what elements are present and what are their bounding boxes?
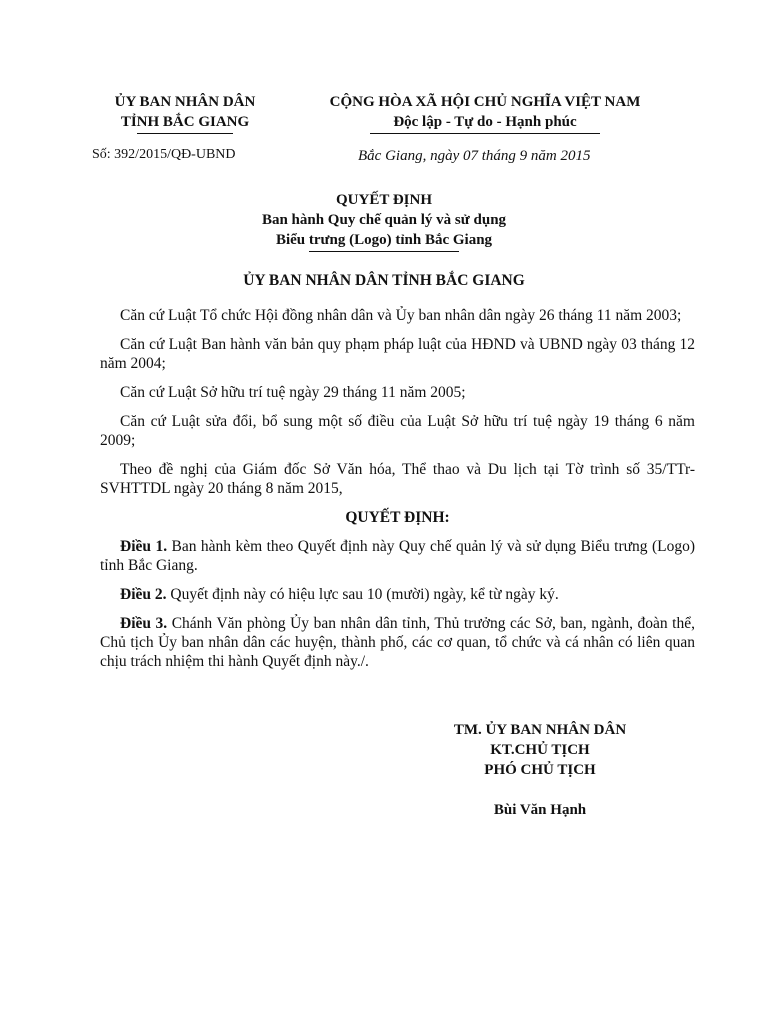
nation-line-2: Độc lập - Tự do - Hạnh phúc [393, 114, 577, 130]
org-line-2: TỈNH BẮC GIANG [120, 114, 250, 130]
title-kind: QUYẾT ĐỊNH [336, 192, 432, 208]
article-paragraph [100, 614, 695, 671]
basis-paragraph: Căn cứ Luật Tổ chức Hội đồng nhân dân và Ủy ban nhân dân ngày 26 tháng 11 năm 2003; [120, 307, 682, 324]
article-label: Điều 3. [120, 615, 168, 632]
signature-line-2: KT.CHỦ TỊCH [490, 742, 590, 758]
basis-paragraph: Theo đề nghị của Giám đốc Sở Văn hóa, Thể thao và Du lịch tại Tờ trình số 35/TTr-SVHTTDL ngày 20 tháng 8 năm 2015, [100, 461, 695, 497]
basis-paragraph: Căn cứ Luật sửa đổi, bổ sung một số điều của Luật Sở hữu trí tuệ ngày 19 tháng 6 năm 2009; [100, 413, 695, 449]
article-text: Chánh Văn phòng Ủy ban nhân dân tỉnh, Thủ trưởng các Sở, ban, ngành, đoàn thể, Chủ tịch Ủy ban nhân dân các huyện, thành phố, các cơ quan, tổ chức và cá nhân có liên quan chịu trách nhiệm thi hành Quyết định này./. [100, 615, 695, 670]
title-underline [309, 251, 459, 252]
basis-paragraph: Căn cứ Luật Ban hành văn bản quy phạm pháp luật của HĐND và UBND ngày 03 tháng 12 năm 2004; [100, 336, 695, 372]
document-number: Số: 392/2015/QĐ-UBND [92, 147, 236, 162]
article-text: Ban hành kèm theo Quyết định này Quy chế quản lý và sử dụng Biểu trưng (Logo) tỉnh Bắc Giang. [100, 538, 696, 574]
org-underline [137, 133, 233, 134]
signer-name: Bùi Văn Hạnh [493, 802, 587, 818]
document-title [120, 190, 648, 252]
signature-block [420, 720, 660, 820]
issuing-org-header [80, 92, 290, 134]
article-label: Điều 2. [120, 586, 167, 603]
nation-underline [370, 133, 600, 134]
decision-heading: QUYẾT ĐỊNH: [345, 509, 450, 526]
article-text: Quyết định này có hiệu lực sau 10 (mười) ngày, kể từ ngày ký. [166, 586, 559, 603]
basis-paragraph: Căn cứ Luật Sở hữu trí tuệ ngày 29 tháng 11 năm 2005; [120, 384, 466, 401]
document-date: Bắc Giang, ngày 07 tháng 9 năm 2015 [358, 148, 591, 164]
national-motto-header [300, 92, 670, 134]
signature-line-3: PHÓ CHỦ TỊCH [484, 762, 596, 778]
title-subject-line-2: Biểu trưng (Logo) tỉnh Bắc Giang [275, 232, 493, 248]
title-subject-line-1: Ban hành Quy chế quản lý và sử dụng [261, 212, 507, 228]
article-paragraph [100, 537, 695, 575]
document-body [100, 306, 695, 681]
signature-line-1: TM. ỦY BAN NHÂN DÂN [453, 722, 627, 738]
issuer-heading: ỦY BAN NHÂN DÂN TỈNH BẮC GIANG [243, 272, 525, 289]
org-line-1: ỦY BAN NHÂN DÂN [114, 94, 256, 110]
nation-line-1: CỘNG HÒA XÃ HỘI CHỦ NGHĨA VIỆT NAM [329, 94, 641, 110]
article-paragraph [100, 585, 695, 604]
article-label: Điều 1. [120, 538, 168, 555]
